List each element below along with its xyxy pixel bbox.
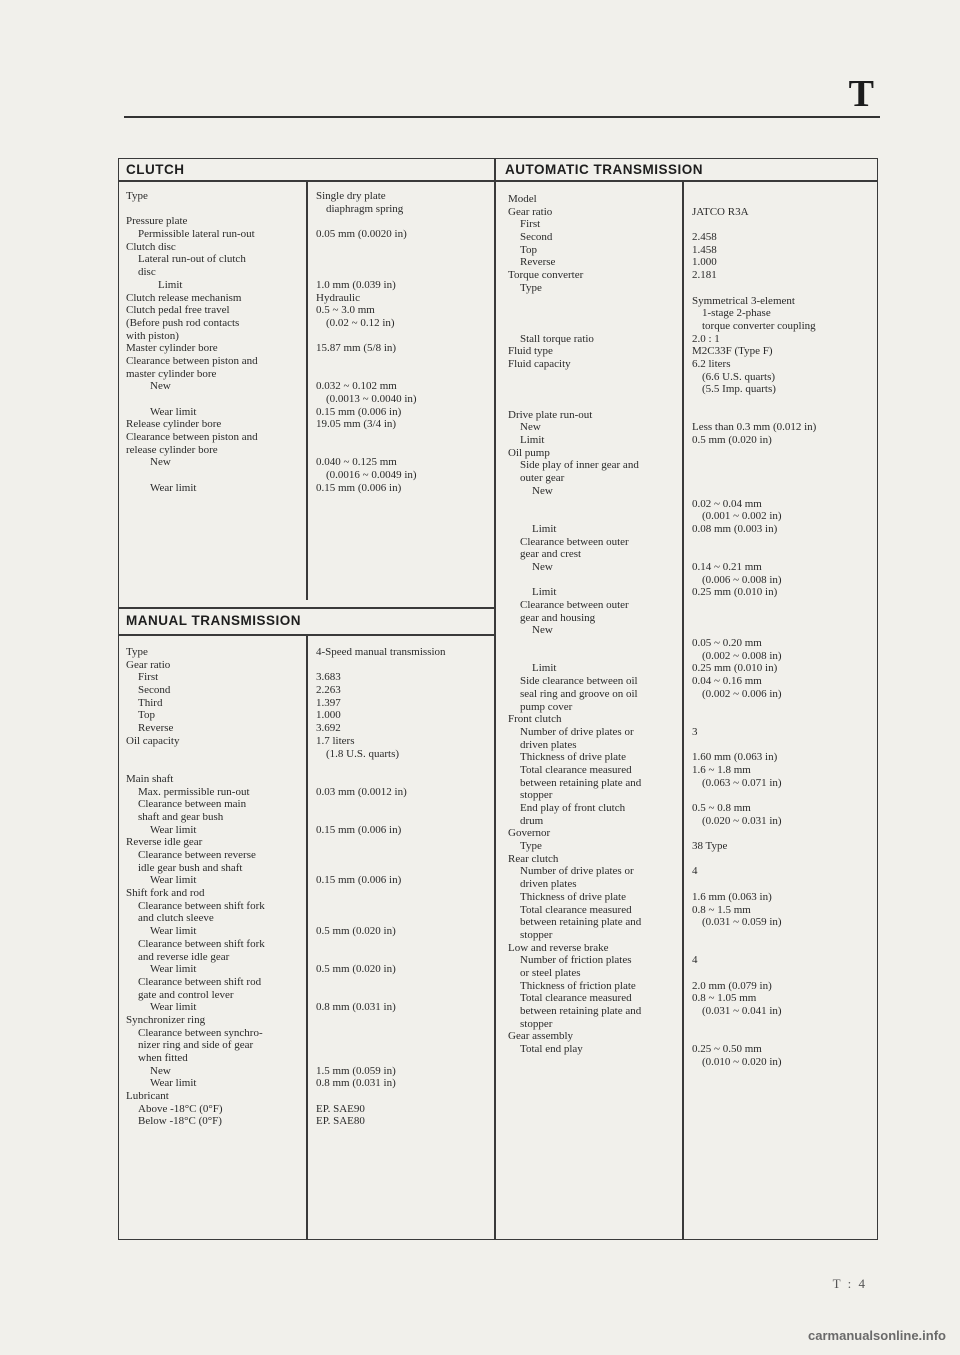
spec-label: with piston) bbox=[126, 329, 179, 342]
spec-label: Lateral run-out of clutch bbox=[138, 253, 246, 266]
spec-value bbox=[692, 942, 816, 955]
spec-label: and clutch sleeve bbox=[138, 912, 214, 925]
spec-value: 1.6 mm (0.063 in) bbox=[692, 890, 772, 903]
spec-label: or steel plates bbox=[520, 966, 581, 979]
spec-value: 0.032 ~ 0.102 mm bbox=[316, 380, 397, 393]
spec-label: Type bbox=[520, 840, 542, 853]
spec-label: Wear limit bbox=[150, 823, 197, 836]
spec-label: Shift fork and rod bbox=[126, 887, 205, 900]
automatic-transmission-title: AUTOMATIC TRANSMISSION bbox=[505, 162, 703, 177]
spec-label: Wear limit bbox=[150, 874, 197, 887]
spec-label: Wear limit bbox=[150, 963, 197, 976]
spec-label: Top bbox=[520, 243, 537, 256]
spec-label bbox=[126, 760, 265, 773]
spec-value bbox=[692, 1030, 816, 1043]
spec-label bbox=[508, 510, 641, 523]
spec-value bbox=[692, 396, 816, 409]
spec-label: Clutch pedal free travel bbox=[126, 304, 230, 317]
spec-value bbox=[692, 193, 816, 206]
spec-label: New bbox=[150, 456, 171, 469]
spec-label: Clutch release mechanism bbox=[126, 291, 242, 304]
spec-value bbox=[316, 1014, 446, 1027]
spec-label: Type bbox=[126, 190, 148, 202]
spec-label: First bbox=[520, 218, 541, 231]
spec-label: Total clearance measured bbox=[520, 992, 632, 1005]
spec-value bbox=[692, 739, 816, 752]
spec-label: Clearance between main bbox=[138, 798, 247, 811]
spec-value: 0.5 ~ 3.0 mm bbox=[316, 304, 375, 317]
spec-label: Low and reverse brake bbox=[508, 941, 609, 954]
spec-value: 0.15 mm (0.006 in) bbox=[316, 823, 402, 836]
spec-label bbox=[508, 383, 641, 396]
spec-value: 0.5 ~ 0.8 mm bbox=[692, 802, 751, 814]
spec-value: 1.0 mm (0.039 in) bbox=[316, 278, 396, 291]
spec-value: Hydraulic bbox=[316, 291, 360, 304]
spec-value: 0.05 mm (0.0020 in) bbox=[316, 228, 407, 241]
spec-label bbox=[508, 295, 641, 308]
spec-label: Clutch disc bbox=[126, 240, 176, 253]
spec-label: stopper bbox=[520, 789, 553, 802]
spec-label bbox=[508, 637, 641, 650]
spec-label: Gear ratio bbox=[508, 205, 553, 218]
spec-value bbox=[316, 900, 446, 913]
spec-value: 2.181 bbox=[692, 269, 717, 282]
spec-value bbox=[692, 536, 816, 549]
spec-value bbox=[316, 444, 417, 457]
spec-label: Model bbox=[508, 193, 537, 205]
spec-value bbox=[316, 659, 446, 672]
spec-label: when fitted bbox=[138, 1052, 188, 1064]
spec-label: Max. permissible run-out bbox=[138, 785, 250, 798]
spec-value: (6.6 U.S. quarts) bbox=[702, 370, 776, 383]
spec-value: 0.25 ~ 0.50 mm bbox=[692, 1043, 762, 1056]
spec-label: Thickness of friction plate bbox=[520, 979, 636, 992]
spec-value bbox=[692, 447, 816, 460]
spec-value: 0.8 mm (0.031 in) bbox=[316, 1001, 396, 1014]
spec-value bbox=[316, 1052, 446, 1065]
spec-label: Rear clutch bbox=[508, 852, 559, 865]
spec-label: New bbox=[532, 624, 553, 637]
spec-label: Drive plate run-out bbox=[508, 408, 593, 421]
spec-value bbox=[316, 253, 417, 266]
spec-value: 2.458 bbox=[692, 231, 717, 244]
spec-label bbox=[508, 650, 641, 663]
spec-label: Number of drive plates or bbox=[520, 865, 634, 878]
spec-value: 0.8 ~ 1.05 mm bbox=[692, 992, 757, 1005]
spec-value: 1-stage 2-phase bbox=[702, 307, 771, 320]
spec-value: 0.8 ~ 1.5 mm bbox=[692, 903, 751, 916]
spec-value bbox=[316, 1027, 446, 1040]
spec-value: 1.60 mm (0.063 in) bbox=[692, 751, 778, 764]
spec-label: stopper bbox=[520, 1017, 553, 1030]
spec-label: Synchronizer ring bbox=[126, 1013, 206, 1026]
spec-value: 0.5 mm (0.020 in) bbox=[316, 963, 396, 976]
spec-value bbox=[692, 612, 816, 625]
spec-value: 2.0 : 1 bbox=[692, 332, 720, 345]
spec-label: Fluid capacity bbox=[508, 357, 571, 370]
spec-label: Second bbox=[520, 231, 553, 244]
spec-value bbox=[316, 431, 417, 444]
spec-label: Thickness of drive plate bbox=[520, 751, 626, 764]
spec-value bbox=[316, 862, 446, 875]
spec-label: Wear limit bbox=[150, 925, 197, 938]
watermark: carmanualsonline.info bbox=[808, 1328, 946, 1343]
spec-value: Single dry plate bbox=[316, 190, 386, 202]
spec-value: 0.25 mm (0.010 in) bbox=[692, 662, 778, 675]
spec-value: 0.14 ~ 0.21 mm bbox=[692, 560, 762, 573]
spec-label: Clearance between shift rod bbox=[138, 975, 262, 988]
spec-label: driven plates bbox=[520, 878, 577, 891]
spec-label: New bbox=[532, 560, 553, 573]
spec-label: Limit bbox=[532, 662, 557, 675]
spec-value: (0.031 ~ 0.041 in) bbox=[702, 1005, 782, 1017]
spec-value: 2.263 bbox=[316, 684, 341, 697]
spec-value bbox=[692, 1018, 816, 1031]
spec-value: (0.02 ~ 0.12 in) bbox=[326, 316, 395, 329]
center-divider bbox=[494, 158, 496, 1240]
spec-label: Pressure plate bbox=[126, 215, 188, 228]
spec-value bbox=[316, 330, 417, 343]
spec-label bbox=[508, 498, 641, 511]
spec-value: (0.001 ~ 0.002 in) bbox=[702, 510, 782, 523]
spec-label: Type bbox=[520, 281, 542, 294]
spec-label: Permissible lateral run-out bbox=[138, 228, 255, 241]
spec-value bbox=[692, 459, 816, 472]
spec-label: driven plates bbox=[520, 738, 577, 751]
spec-label: Total end play bbox=[520, 1043, 583, 1056]
spec-label: Above -18°C (0°F) bbox=[138, 1102, 223, 1115]
spec-label: Below -18°C (0°F) bbox=[138, 1115, 222, 1128]
clutch-title: CLUTCH bbox=[126, 162, 185, 177]
clutch-labels bbox=[126, 190, 258, 495]
spec-value: (0.020 ~ 0.031 in) bbox=[702, 814, 782, 827]
spec-label: Side play of inner gear and bbox=[520, 459, 639, 472]
spec-label: Clearance between outer bbox=[520, 535, 629, 548]
spec-label: Front clutch bbox=[508, 713, 562, 726]
spec-value bbox=[316, 760, 446, 773]
spec-value: 4 bbox=[692, 865, 698, 878]
spec-label: shaft and gear bush bbox=[138, 810, 224, 823]
spec-value: 0.15 mm (0.006 in) bbox=[316, 405, 402, 418]
spec-value: 2.0 mm (0.079 in) bbox=[692, 979, 772, 992]
spec-label: Top bbox=[138, 709, 155, 722]
spec-value: (0.002 ~ 0.008 in) bbox=[702, 649, 782, 662]
spec-label: Fluid type bbox=[508, 345, 553, 358]
spec-value: 0.5 mm (0.020 in) bbox=[316, 925, 396, 938]
spec-value: 1.6 ~ 1.8 mm bbox=[692, 763, 751, 776]
spec-label bbox=[126, 469, 258, 482]
spec-label: Clearance between reverse bbox=[138, 849, 256, 861]
spec-label bbox=[126, 393, 258, 406]
spec-label: outer gear bbox=[520, 472, 565, 485]
spec-value: Symmetrical 3-element bbox=[692, 294, 795, 307]
spec-label: release cylinder bore bbox=[126, 443, 218, 456]
spec-value: 0.5 mm (0.020 in) bbox=[692, 434, 772, 447]
spec-label: stopper bbox=[520, 928, 553, 941]
spec-value: 19.05 mm (3/4 in) bbox=[316, 418, 397, 431]
spec-value bbox=[692, 713, 816, 726]
spec-label: Limit bbox=[158, 278, 183, 291]
spec-value: (5.5 Imp. quarts) bbox=[702, 383, 776, 396]
spec-value: torque converter coupling bbox=[702, 319, 816, 332]
manual-column-divider bbox=[306, 634, 308, 1240]
spec-label: Type bbox=[126, 646, 148, 658]
spec-label: Wear limit bbox=[150, 1001, 197, 1014]
spec-value: 1.397 bbox=[316, 696, 341, 709]
spec-value: 0.15 mm (0.006 in) bbox=[316, 481, 402, 494]
spec-value: 1.7 liters bbox=[316, 734, 355, 747]
spec-value bbox=[316, 912, 446, 925]
spec-label: Clearance between outer bbox=[520, 599, 629, 611]
spec-value: Less than 0.3 mm (0.012 in) bbox=[692, 421, 817, 434]
spec-value: EP. SAE80 bbox=[316, 1115, 365, 1128]
spec-value bbox=[692, 929, 816, 942]
spec-value: (0.0016 ~ 0.0049 in) bbox=[326, 469, 417, 482]
spec-value bbox=[316, 811, 446, 824]
spec-value: 0.25 mm (0.010 in) bbox=[692, 586, 778, 599]
spec-label: Release cylinder bore bbox=[126, 418, 222, 431]
spec-value bbox=[692, 218, 816, 231]
spec-value: 15.87 mm (5/8 in) bbox=[316, 342, 397, 355]
spec-value: 6.2 liters bbox=[692, 357, 731, 370]
spec-label: (Before push rod contacts bbox=[126, 316, 240, 329]
header-row-bottom-rule bbox=[118, 180, 878, 182]
spec-value: 3 bbox=[692, 725, 698, 738]
spec-value: M2C33F (Type F) bbox=[692, 345, 773, 358]
spec-label: Number of friction plates bbox=[520, 954, 632, 967]
spec-label: New bbox=[520, 421, 541, 434]
spec-label: Clearance between piston and bbox=[126, 354, 258, 367]
spec-label: gear and housing bbox=[520, 611, 596, 624]
spec-value bbox=[316, 773, 446, 786]
spec-value: (0.002 ~ 0.006 in) bbox=[702, 687, 782, 700]
spec-value bbox=[692, 853, 816, 866]
page-number: T : 4 bbox=[832, 1276, 867, 1291]
spec-label: and reverse idle gear bbox=[138, 950, 230, 963]
spec-value: 1.458 bbox=[692, 243, 717, 256]
spec-label bbox=[508, 320, 641, 333]
spec-label: New bbox=[150, 1064, 171, 1077]
spec-value: (1.8 U.S. quarts) bbox=[326, 747, 400, 760]
spec-value bbox=[316, 1039, 446, 1052]
spec-label: Wear limit bbox=[150, 481, 197, 494]
spec-label: Reverse bbox=[138, 722, 174, 735]
spec-label: New bbox=[532, 484, 553, 497]
spec-value: EP. SAE90 bbox=[316, 1102, 365, 1115]
spec-value bbox=[316, 887, 446, 900]
spec-label: Gear assembly bbox=[508, 1030, 574, 1043]
spec-label: Limit bbox=[532, 586, 557, 599]
spec-label: Second bbox=[138, 684, 171, 697]
spec-value bbox=[692, 624, 816, 637]
spec-value bbox=[316, 976, 446, 989]
spec-label: between retaining plate and bbox=[520, 916, 642, 929]
spec-value bbox=[316, 951, 446, 964]
spec-value bbox=[692, 548, 816, 561]
spec-label: Wear limit bbox=[150, 1077, 197, 1090]
automatic-column-divider bbox=[682, 180, 684, 1240]
spec-value: (0.010 ~ 0.020 in) bbox=[702, 1055, 782, 1068]
spec-label: Lubricant bbox=[126, 1090, 169, 1103]
spec-label: between retaining plate and bbox=[520, 1005, 642, 1017]
automatic-labels bbox=[508, 193, 641, 1056]
spec-label bbox=[508, 371, 641, 384]
spec-label: Governor bbox=[508, 827, 551, 840]
spec-value: (0.031 ~ 0.059 in) bbox=[702, 916, 782, 929]
manual-values bbox=[316, 646, 446, 1128]
spec-value bbox=[316, 266, 417, 279]
spec-value bbox=[316, 849, 446, 862]
spec-label: Side clearance between oil bbox=[520, 675, 638, 688]
spec-value: 0.03 mm (0.0012 in) bbox=[316, 785, 407, 798]
spec-label: Reverse idle gear bbox=[126, 836, 203, 849]
spec-value bbox=[692, 472, 816, 485]
spec-label: nizer ring and side of gear bbox=[138, 1039, 254, 1052]
spec-label: gate and control lever bbox=[138, 988, 234, 1001]
spec-value: 1.000 bbox=[316, 709, 341, 722]
spec-value bbox=[692, 789, 816, 802]
spec-label: pump cover bbox=[520, 700, 573, 713]
spec-label: seal ring and groove on oil bbox=[520, 687, 638, 700]
spec-label: Clearance between shift fork bbox=[138, 899, 265, 912]
spec-value bbox=[692, 827, 816, 840]
spec-label: disc bbox=[138, 266, 156, 279]
spec-value bbox=[316, 798, 446, 811]
spec-label: Oil pump bbox=[508, 446, 550, 459]
spec-value bbox=[316, 355, 417, 368]
spec-value: (0.063 ~ 0.071 in) bbox=[702, 776, 782, 789]
spec-value: 3.692 bbox=[316, 722, 341, 735]
spec-label bbox=[508, 396, 641, 409]
spec-value bbox=[316, 836, 446, 849]
spec-label: Clearance between shift fork bbox=[138, 937, 265, 950]
spec-label: Limit bbox=[520, 434, 545, 447]
spec-value: 1.000 bbox=[692, 256, 717, 269]
spec-label: Master cylinder bore bbox=[126, 342, 218, 355]
spec-value: 0.04 ~ 0.16 mm bbox=[692, 675, 762, 688]
manual-header-top-rule bbox=[118, 607, 495, 609]
spec-value: 4-Speed manual transmission bbox=[316, 646, 446, 658]
spec-value bbox=[316, 241, 417, 254]
spec-value bbox=[316, 1090, 446, 1103]
spec-value: 0.8 mm (0.031 in) bbox=[316, 1077, 396, 1090]
spec-label: First bbox=[138, 671, 159, 684]
spec-label: Third bbox=[138, 696, 163, 709]
spec-label: gear and crest bbox=[520, 548, 582, 561]
spec-label: Torque converter bbox=[508, 269, 584, 282]
section-letter: T bbox=[848, 73, 874, 115]
spec-value: 0.08 mm (0.003 in) bbox=[692, 522, 778, 535]
automatic-values bbox=[692, 193, 816, 1068]
spec-value: 4 bbox=[692, 954, 698, 967]
clutch-values bbox=[316, 190, 417, 495]
spec-label: Wear limit bbox=[150, 405, 197, 418]
spec-label: Total clearance measured bbox=[520, 903, 632, 916]
spec-label: Clearance between synchro- bbox=[138, 1026, 263, 1039]
spec-value: 1.5 mm (0.059 in) bbox=[316, 1064, 396, 1077]
spec-label bbox=[126, 203, 258, 216]
spec-label bbox=[126, 748, 265, 761]
spec-label: New bbox=[150, 380, 171, 393]
spec-label: Gear ratio bbox=[126, 658, 171, 671]
spec-value bbox=[316, 215, 417, 228]
spec-label: Stall torque ratio bbox=[520, 332, 594, 345]
spec-value bbox=[316, 368, 417, 381]
spec-value: 0.15 mm (0.006 in) bbox=[316, 874, 402, 887]
spec-value: JATCO R3A bbox=[692, 205, 749, 218]
header-rule bbox=[124, 116, 880, 118]
spec-label: Thickness of drive plate bbox=[520, 890, 626, 903]
clutch-column-divider bbox=[306, 180, 308, 600]
spec-label: Number of drive plates or bbox=[520, 725, 634, 738]
spec-label: Main shaft bbox=[126, 772, 174, 785]
manual-transmission-title: MANUAL TRANSMISSION bbox=[126, 613, 302, 628]
spec-value bbox=[692, 485, 816, 498]
spec-value bbox=[692, 967, 816, 980]
spec-value bbox=[692, 282, 816, 295]
spec-value: diaphragm spring bbox=[326, 202, 404, 215]
spec-label: Reverse bbox=[520, 256, 556, 269]
spec-label: Limit bbox=[532, 522, 557, 535]
spec-value bbox=[316, 989, 446, 1002]
manual-labels bbox=[126, 646, 265, 1128]
spec-value bbox=[692, 599, 816, 612]
spec-value: 3.683 bbox=[316, 671, 341, 684]
spec-label: drum bbox=[520, 814, 544, 827]
spec-value: (0.0013 ~ 0.0040 in) bbox=[326, 393, 417, 405]
spec-label bbox=[508, 307, 641, 320]
spec-value: (0.006 ~ 0.008 in) bbox=[702, 573, 782, 586]
spec-label: Total clearance measured bbox=[520, 763, 632, 776]
spec-value: 38 Type bbox=[692, 840, 728, 853]
spec-label: End play of front clutch bbox=[520, 802, 626, 814]
spec-value bbox=[692, 878, 816, 891]
spec-value bbox=[692, 701, 816, 714]
spec-value: 0.02 ~ 0.04 mm bbox=[692, 497, 762, 510]
spec-label: Oil capacity bbox=[126, 734, 180, 747]
spec-label: Clearance between piston and bbox=[126, 431, 258, 444]
spec-value bbox=[316, 938, 446, 951]
spec-value: 0.040 ~ 0.125 mm bbox=[316, 456, 397, 469]
spec-value: 0.05 ~ 0.20 mm bbox=[692, 637, 762, 650]
spec-label bbox=[508, 574, 641, 587]
spec-label: master cylinder bore bbox=[126, 367, 217, 380]
spec-value bbox=[692, 409, 816, 422]
spec-label: idle gear bush and shaft bbox=[138, 861, 243, 874]
spec-label: between retaining plate and bbox=[520, 776, 642, 789]
